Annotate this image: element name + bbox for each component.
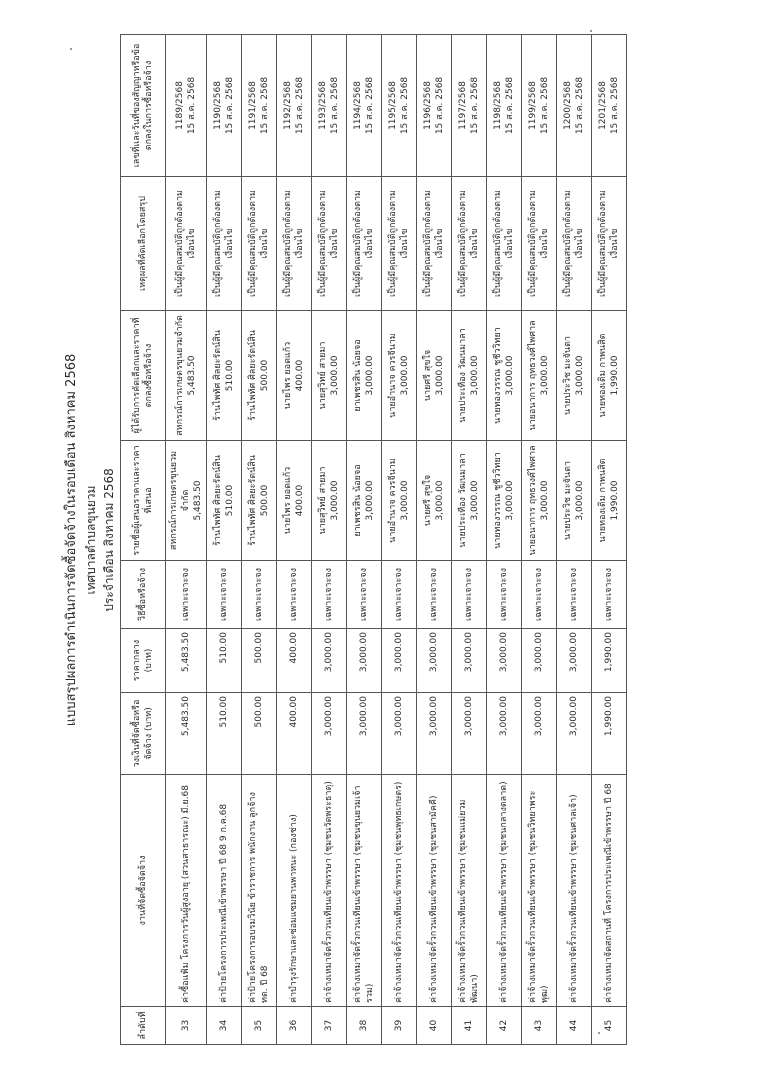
contract-date: 15 ส.ค. 2568 [610, 76, 621, 135]
task-description: ค่าป้ายโครงการประเพณีเข้าพรรษา ปี 68 9 ก.ค.68 [207, 775, 242, 1007]
procurement-method: เฉพาะเจาะจง [166, 561, 207, 629]
winner-name: นายอำนาจ ควรจีนาม [388, 333, 399, 418]
reason-line: เป็นผู้มีคุณสมบัติถูกต้องตาม [353, 190, 364, 297]
winner-cell [522, 311, 557, 441]
contract-number: 1199/2568 [528, 81, 539, 130]
winner-name: สหกรณ์การเกษตรขุนยวมจำกัด [175, 315, 186, 436]
row-number: 44 [557, 1007, 592, 1045]
row-number: 33 [166, 1007, 207, 1045]
budget-amount: 3,000.00 [487, 693, 522, 775]
task-description: ค่าจ้างเหมาจัดรั้วกวนเทียนเข้าพรรษา (ชุมชนแม่ยวมพัฒนา) [452, 775, 487, 1007]
bidder-cell [592, 441, 627, 561]
winning-amount: 1,990.00 [610, 355, 621, 396]
contract-cell [242, 35, 277, 177]
table-row [347, 35, 382, 1045]
bidder-name: นายสุวิทย์ สายมา [318, 466, 329, 535]
contract-number: 1198/2568 [493, 81, 504, 130]
contract-number: 1201/2568 [598, 81, 609, 130]
winner-cell [417, 311, 452, 441]
contract-date: 15 ส.ค. 2568 [400, 76, 411, 135]
winning-amount: 3,000.00 [505, 355, 516, 396]
winning-amount: 500.00 [260, 359, 271, 392]
reason-line: เงื่อนไข [365, 228, 376, 259]
reason-cell [452, 177, 487, 311]
reason-line: เป็นผู้มีคุณสมบัติถูกต้องตาม [283, 190, 294, 297]
organization-name: เทศบาลตำบลขุนยวม [84, 485, 98, 595]
winner-name: นายสุวิทย์ สายมา [318, 341, 329, 410]
task-description: ค่าจ้างเหมาจัดรั้วกวนเทียนเข้าพรรษา (ชุมชนขุนยวมเจ้ารวม) [347, 775, 382, 1007]
task-description: ค่าป้ายโครงการอบรมวินัย ข้าราชการ พนักงาน ลูกจ้าง ทต. ปี 68 [242, 775, 277, 1007]
procurement-method: เฉพาะเจาะจง [207, 561, 242, 629]
column-header: งานที่จัดซื้อจัดจ้าง [121, 775, 166, 1007]
bidder-cell [277, 441, 312, 561]
winning-amount: 3,000.00 [330, 355, 341, 396]
winner-cell [166, 311, 207, 441]
task-description: ค่าจ้างเหมาจัดสถานที่ โครงการประเพณีเข้าพรรษา ปี 68 [592, 775, 627, 1007]
table-row [242, 35, 277, 1045]
winner-cell [592, 311, 627, 441]
procurement-method: เฉพาะเจาะจง [312, 561, 347, 629]
table-row [277, 35, 312, 1045]
winner-name: นายทองวรรณ ชูชีววิทยา [493, 327, 504, 424]
contract-date: 15 ส.ค. 2568 [470, 76, 481, 135]
bidder-name: นายประวิช มะจันตา [563, 461, 574, 540]
budget-amount: 3,000.00 [452, 693, 487, 775]
reason-line: เป็นผู้มีคุณสมบัติถูกต้องตาม [528, 190, 539, 297]
contract-date: 15 ส.ค. 2568 [365, 76, 376, 135]
bidder-cell [522, 441, 557, 561]
row-number: 34 [207, 1007, 242, 1045]
winner-cell [347, 311, 382, 441]
contract-cell [382, 35, 417, 177]
winner-cell [452, 311, 487, 441]
winner-name: นายศรี สุขใจ [423, 349, 434, 402]
contract-number: 1190/2568 [213, 81, 224, 130]
reason-line: เงื่อนไข [260, 228, 271, 259]
task-description: ค่าจ้างเหมาจัดรั้วกวนเทียนเข้าพรรษา (ชุมชนวิทยาพระพุฒ) [522, 775, 557, 1007]
winner-cell [207, 311, 242, 441]
reason-line: เป็นผู้มีคุณสมบัติถูกต้องตาม [175, 190, 186, 297]
procurement-method: เฉพาะเจาะจง [347, 561, 382, 629]
scan-speck [598, 1032, 600, 1034]
reason-cell [242, 177, 277, 311]
median-price: 3,000.00 [522, 629, 557, 693]
winner-name: ร้านไพทัศ ศิลยะรัตน์สิน [213, 330, 224, 421]
bid-amount: 3,000.00 [400, 480, 411, 521]
reason-cell [557, 177, 592, 311]
contract-number: 1191/2568 [248, 81, 259, 130]
column-header: ลำดับที่ [121, 1007, 166, 1045]
row-number: 42 [487, 1007, 522, 1045]
median-price: 3,000.00 [417, 629, 452, 693]
reason-line: เป็นผู้มีคุณสมบัติถูกต้องตาม [598, 190, 609, 297]
bidder-name: นายศรี สุขใจ [423, 474, 434, 527]
reason-line: เป็นผู้มีคุณสมบัติถูกต้องตาม [563, 190, 574, 297]
row-number: 35 [242, 1007, 277, 1045]
bidder-cell [312, 441, 347, 561]
median-price: 3,000.00 [487, 629, 522, 693]
row-number: 45 [592, 1007, 627, 1045]
contract-date: 15 ส.ค. 2568 [260, 76, 271, 135]
bidder-name: ยาเพชรสิน น้อยจอ [353, 464, 364, 537]
reason-line: เป็นผู้มีคุณสมบัติถูกต้องตาม [458, 190, 469, 297]
table-header-row [121, 35, 166, 1045]
budget-amount: 400.00 [277, 693, 312, 775]
bidder-name: นายทองเติม กาพนสิต [598, 458, 609, 543]
table-row [452, 35, 487, 1045]
contract-cell [207, 35, 242, 177]
scan-speck [70, 48, 72, 50]
row-number: 41 [452, 1007, 487, 1045]
procurement-method: เฉพาะเจาะจง [557, 561, 592, 629]
winning-amount: 3,000.00 [575, 355, 586, 396]
winner-cell [557, 311, 592, 441]
reason-cell [312, 177, 347, 311]
bidder-name: นายทองวรรณ ชูชีววิทยา [493, 452, 504, 549]
reason-line: เงื่อนไข [330, 228, 341, 259]
bidder-cell [452, 441, 487, 561]
column-header: ผู้ได้รับการคัดเลือกและราคาที่ตกลงซื้อหรือจ้าง [121, 311, 166, 441]
contract-number: 1193/2568 [318, 81, 329, 130]
winning-amount: 400.00 [295, 359, 306, 392]
bidder-name: นายประเทือง วัฒนมาลา [458, 453, 469, 548]
budget-amount: 3,000.00 [417, 693, 452, 775]
contract-cell [522, 35, 557, 177]
procurement-method: เฉพาะเจาะจง [417, 561, 452, 629]
row-number: 40 [417, 1007, 452, 1045]
bidder-cell [166, 441, 207, 561]
contract-date: 15 ส.ค. 2568 [575, 76, 586, 135]
task-description: ค่าบำรุงรักษาและซ่อมแซมยานพาหนะ (กองช่าง) [277, 775, 312, 1007]
budget-amount: 3,000.00 [522, 693, 557, 775]
table-row [382, 35, 417, 1045]
table-row [522, 35, 557, 1045]
contract-date: 15 ส.ค. 2568 [540, 76, 551, 135]
table-row [417, 35, 452, 1045]
bidder-name: ร้านไพทัศ ศิลยะรัตน์สิน [213, 455, 224, 546]
reason-line: เงื่อนไข [400, 228, 411, 259]
reason-cell [207, 177, 242, 311]
bid-amount: 3,000.00 [330, 480, 341, 521]
median-price: 3,000.00 [382, 629, 417, 693]
scan-speck [590, 30, 592, 32]
procurement-method: เฉพาะเจาะจง [592, 561, 627, 629]
task-description: ค่าจ้างเหมาจัดรั้วกวนเทียนเข้าพรรษา (ชุมชนวัดพระธาตุ) [312, 775, 347, 1007]
contract-date: 15 ส.ค. 2568 [187, 76, 198, 135]
winner-cell [242, 311, 277, 441]
task-description: ค่าจ้างเหมาจัดรั้วกวนเทียนเข้าพรรษา (ชุมชนพุทธเกษตร) [382, 775, 417, 1007]
contract-number: 1192/2568 [283, 81, 294, 130]
table-row [207, 35, 242, 1045]
reason-line: เงื่อนไข [225, 228, 236, 259]
winner-cell [382, 311, 417, 441]
contract-cell [487, 35, 522, 177]
budget-amount: 1,990.00 [592, 693, 627, 775]
task-description: ค่าซื้อแฟ้ม โครงการวันผู้สูงอายุ (สวนสาธารณะ) มี.ย.68 [166, 775, 207, 1007]
bidder-cell [487, 441, 522, 561]
bidder-cell [207, 441, 242, 561]
report-period: ประจำเดือน สิงหาคม 2568 [102, 468, 116, 612]
reason-line: เป็นผู้มีคุณสมบัติถูกต้องตาม [318, 190, 329, 297]
contract-date: 15 ส.ค. 2568 [295, 76, 306, 135]
reason-line: เงื่อนไข [610, 228, 621, 259]
reason-line: เงื่อนไข [470, 228, 481, 259]
median-price: 5,483.50 [166, 629, 207, 693]
row-number: 39 [382, 1007, 417, 1045]
bidder-cell [382, 441, 417, 561]
winner-name: ยาเพชรสิน น้อยจอ [353, 339, 364, 412]
bid-amount: 3,000.00 [540, 480, 551, 521]
procurement-method: เฉพาะเจาะจง [522, 561, 557, 629]
bidder-name: ร้านไพทัศ ศิลยะรัตน์สิน [248, 455, 259, 546]
row-number: 38 [347, 1007, 382, 1045]
winner-name: ร้านไพทัศ ศิลยะรัตน์สิน [248, 330, 259, 421]
procurement-method: เฉพาะเจาะจง [242, 561, 277, 629]
document-title: แบบสรุปผลการดำเนินการจัดซื้อจัดจ้างในรอบเดือน สิงหาคม 2568 [64, 353, 79, 727]
winning-amount: 3,000.00 [365, 355, 376, 396]
table-row [592, 35, 627, 1045]
contract-cell [166, 35, 207, 177]
reason-line: เงื่อนไข [295, 228, 306, 259]
contract-number: 1196/2568 [423, 81, 434, 130]
reason-line: เงื่อนไข [435, 228, 446, 259]
column-header: รายชื่อผู้เสนอราคาและราคาที่เสนอ [121, 441, 166, 561]
bidder-name: นายอนาการ ฤทธวงศ์ไพศาล [528, 445, 539, 556]
reason-cell [347, 177, 382, 311]
bidder-cell [242, 441, 277, 561]
winning-amount: 3,000.00 [470, 355, 481, 396]
winner-cell [277, 311, 312, 441]
column-header: ราคากลาง (บาท) [121, 629, 166, 693]
table-row [166, 35, 207, 1045]
contract-cell [592, 35, 627, 177]
table-body [166, 35, 627, 1045]
reason-line: เป็นผู้มีคุณสมบัติถูกต้องตาม [248, 190, 259, 297]
winner-name: นายประเทือง วัฒนมาลา [458, 328, 469, 423]
bidder-name: สหกรณ์การเกษตรขุนยวมจำกัด [169, 450, 192, 551]
budget-amount: 500.00 [242, 693, 277, 775]
contract-date: 15 ส.ค. 2568 [505, 76, 516, 135]
row-number: 36 [277, 1007, 312, 1045]
contract-number: 1194/2568 [353, 81, 364, 130]
median-price: 1,990.00 [592, 629, 627, 693]
bid-amount: 3,000.00 [365, 480, 376, 521]
column-header: วงเงินที่จัดซื้อหรือจัดจ้าง (บาท) [121, 693, 166, 775]
reason-cell [522, 177, 557, 311]
reason-line: เป็นผู้มีคุณสมบัติถูกต้องตาม [423, 190, 434, 297]
bidder-cell [347, 441, 382, 561]
column-header: เหตุผลที่คัดเลือกโดยสรุป [121, 177, 166, 311]
table-row [487, 35, 522, 1045]
row-number: 37 [312, 1007, 347, 1045]
budget-amount: 5,483.50 [166, 693, 207, 775]
bidder-cell [417, 441, 452, 561]
winner-name: นายอนาการ ฤทธวงศ์ไพศาล [528, 320, 539, 431]
bid-amount: 500.00 [260, 484, 271, 517]
bid-amount: 510.00 [225, 484, 236, 517]
column-header: วิธีซื้อหรือจ้าง [121, 561, 166, 629]
reason-cell [487, 177, 522, 311]
reason-line: เป็นผู้มีคุณสมบัติถูกต้องตาม [388, 190, 399, 297]
procurement-method: เฉพาะเจาะจง [277, 561, 312, 629]
contract-number: 1200/2568 [563, 81, 574, 130]
budget-amount: 3,000.00 [347, 693, 382, 775]
median-price: 3,000.00 [347, 629, 382, 693]
reason-line: เป็นผู้มีคุณสมบัติถูกต้องตาม [213, 190, 224, 297]
table-row [557, 35, 592, 1045]
budget-amount: 510.00 [207, 693, 242, 775]
bid-amount: 3,000.00 [575, 480, 586, 521]
reason-line: เงื่อนไข [575, 228, 586, 259]
winning-amount: 3,000.00 [435, 355, 446, 396]
task-description: ค่าจ้างเหมาจัดรั้วกวนเทียนเข้าพรรษา (ชุมชนกลางตลาด) [487, 775, 522, 1007]
contract-cell [347, 35, 382, 177]
budget-amount: 3,000.00 [312, 693, 347, 775]
contract-number: 1195/2568 [388, 81, 399, 130]
reason-line: เงื่อนไข [505, 228, 516, 259]
budget-amount: 3,000.00 [557, 693, 592, 775]
row-number: 43 [522, 1007, 557, 1045]
column-header: เลขที่และวันที่ของสัญญาหรือข้อตกลงในการซื้อหรือจ้าง [121, 35, 166, 177]
procurement-table [120, 34, 627, 1045]
reason-line: เงื่อนไข [540, 228, 551, 259]
reason-cell [382, 177, 417, 311]
winning-amount: 3,000.00 [400, 355, 411, 396]
contract-date: 15 ส.ค. 2568 [225, 76, 236, 135]
winner-name: นายทองเติม กาพนสิต [598, 333, 609, 418]
winner-cell [312, 311, 347, 441]
reason-cell [592, 177, 627, 311]
contract-cell [417, 35, 452, 177]
reason-cell [166, 177, 207, 311]
median-price: 510.00 [207, 629, 242, 693]
bid-amount: 1,990.00 [610, 480, 621, 521]
winner-name: นายไพร ยอดแก้ว [283, 341, 294, 410]
bid-amount: 3,000.00 [435, 480, 446, 521]
task-description: ค่าจ้างเหมาจัดรั้วกวนเทียนเข้าพรรษา (ชุมชนศาลเจ้า) [557, 775, 592, 1007]
contract-cell [312, 35, 347, 177]
winning-amount: 510.00 [225, 359, 236, 392]
task-description: ค่าจ้างเหมาจัดรั้วกวนเทียนเข้าพรรษา (ชุมชนสามัคคี) [417, 775, 452, 1007]
contract-date: 15 ส.ค. 2568 [330, 76, 341, 135]
median-price: 3,000.00 [452, 629, 487, 693]
winning-amount: 5,483.50 [187, 355, 198, 396]
reason-cell [417, 177, 452, 311]
winning-amount: 3,000.00 [540, 355, 551, 396]
reason-line: เป็นผู้มีคุณสมบัติถูกต้องตาม [493, 190, 504, 297]
winner-name: นายประวิช มะจันตา [563, 336, 574, 415]
contract-cell [452, 35, 487, 177]
median-price: 3,000.00 [312, 629, 347, 693]
contract-date: 15 ส.ค. 2568 [435, 76, 446, 135]
bid-amount: 3,000.00 [470, 480, 481, 521]
procurement-method: เฉพาะเจาะจง [487, 561, 522, 629]
contract-cell [277, 35, 312, 177]
contract-cell [557, 35, 592, 177]
bid-amount: 3,000.00 [505, 480, 516, 521]
bid-amount: 5,483.50 [193, 480, 204, 521]
median-price: 3,000.00 [557, 629, 592, 693]
median-price: 500.00 [242, 629, 277, 693]
contract-number: 1189/2568 [175, 81, 186, 130]
procurement-method: เฉพาะเจาะจง [452, 561, 487, 629]
reason-cell [277, 177, 312, 311]
table-row [312, 35, 347, 1045]
procurement-method: เฉพาะเจาะจง [382, 561, 417, 629]
bid-amount: 400.00 [295, 484, 306, 517]
bidder-name: นายอำนาจ ควรจีนาม [388, 458, 399, 543]
bidder-name: นายไพร ยอดแก้ว [283, 466, 294, 535]
median-price: 400.00 [277, 629, 312, 693]
winner-cell [487, 311, 522, 441]
reason-line: เงื่อนไข [187, 228, 198, 259]
contract-number: 1197/2568 [458, 81, 469, 130]
budget-amount: 3,000.00 [382, 693, 417, 775]
bidder-cell [557, 441, 592, 561]
